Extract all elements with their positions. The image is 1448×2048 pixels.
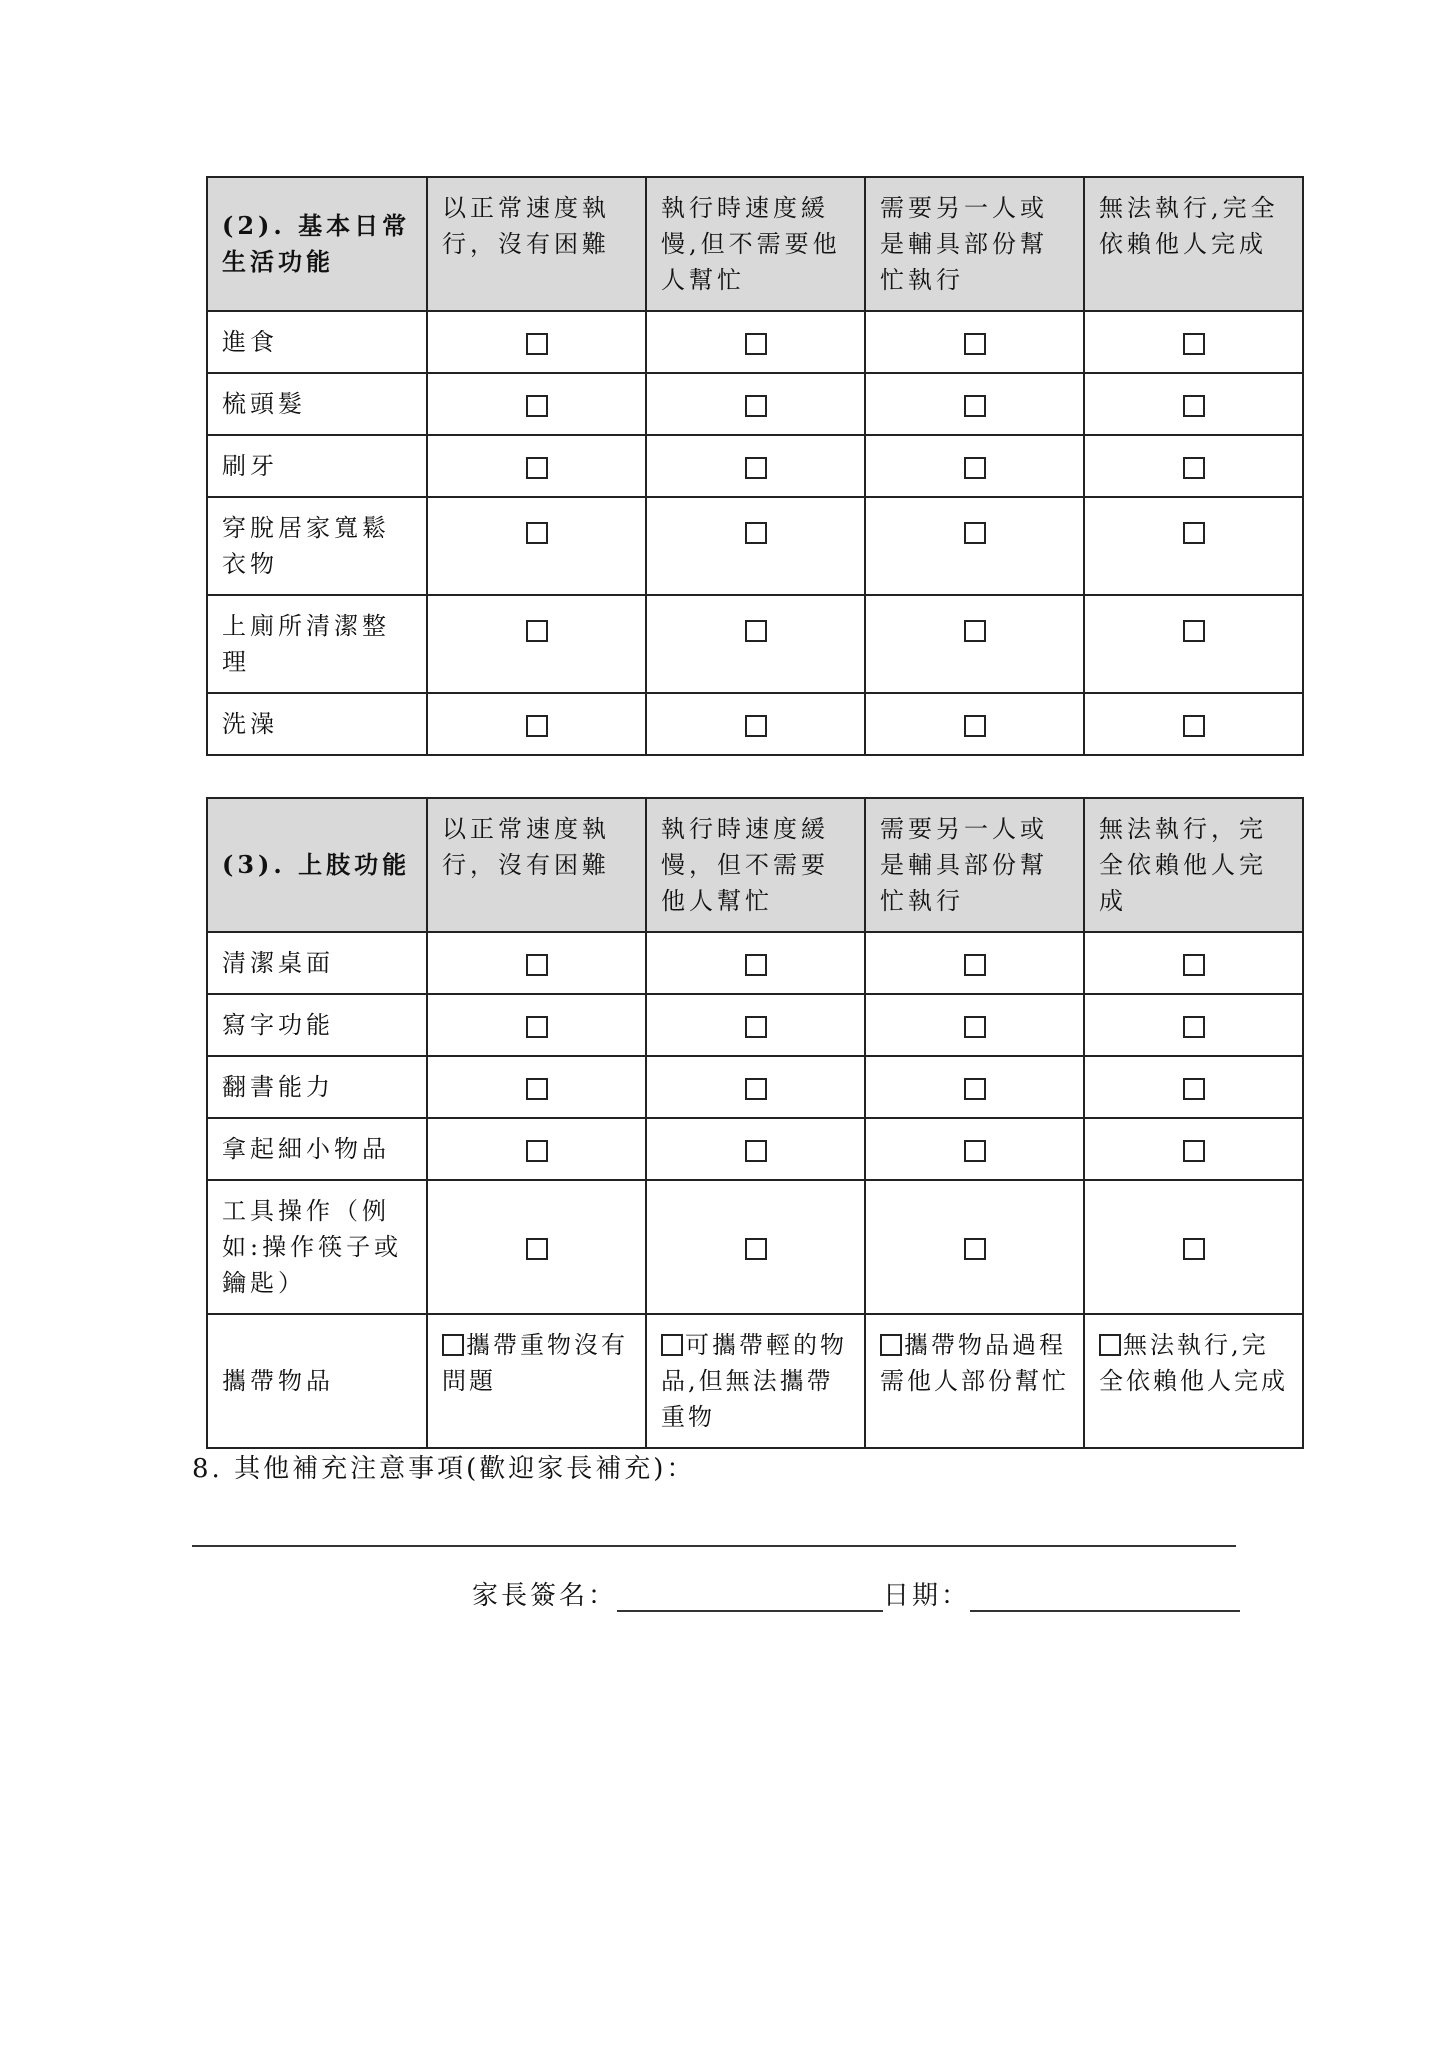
- checkbox[interactable]: [745, 522, 767, 544]
- checkbox[interactable]: [880, 1334, 902, 1356]
- signature-row: [472, 1575, 1240, 1612]
- checkbox[interactable]: [1183, 522, 1205, 544]
- checkbox[interactable]: [1183, 715, 1205, 737]
- row-label-toileting: 上廁所清潔整理: [207, 595, 427, 693]
- checkbox[interactable]: [964, 1016, 986, 1038]
- row-label-small-objects: 拿起細小物品: [207, 1118, 427, 1180]
- checkbox[interactable]: [745, 715, 767, 737]
- checkbox[interactable]: [745, 457, 767, 479]
- row-label-tool-use: 工具操作（例如:操作筷子或鑰匙）: [207, 1180, 427, 1314]
- checkbox[interactable]: [526, 333, 548, 355]
- row-label-carrying: 攜帶物品: [207, 1314, 427, 1448]
- checkbox[interactable]: [964, 1238, 986, 1260]
- col-header-slow: 執行時速度緩慢,但不需要他人幫忙: [646, 177, 865, 311]
- col-header-partial-help: 需要另一人或是輔具部份幫忙執行: [865, 177, 1084, 311]
- checkbox[interactable]: [526, 954, 548, 976]
- checkbox[interactable]: [1183, 395, 1205, 417]
- row-label-page-turning: 翻書能力: [207, 1056, 427, 1118]
- date-field[interactable]: [970, 1580, 1240, 1612]
- checkbox[interactable]: [526, 522, 548, 544]
- checkbox[interactable]: [745, 1078, 767, 1100]
- table1-title: (2). 基本日常生活功能: [207, 177, 427, 311]
- checkbox[interactable]: [745, 954, 767, 976]
- checkbox[interactable]: [1183, 333, 1205, 355]
- table-row: [207, 311, 1303, 373]
- checkbox[interactable]: [745, 1238, 767, 1260]
- table-row: [207, 497, 1303, 595]
- table-row: [207, 1314, 1303, 1448]
- notes-line[interactable]: [192, 1545, 1236, 1547]
- row-label-combing: 梳頭髮: [207, 373, 427, 435]
- checkbox[interactable]: [526, 1016, 548, 1038]
- checkbox[interactable]: [526, 457, 548, 479]
- table-row: [207, 1118, 1303, 1180]
- carry-option-dependent[interactable]: 無法執行,完全依賴他人完成: [1084, 1314, 1303, 1448]
- table-row: [207, 693, 1303, 755]
- checkbox[interactable]: [964, 620, 986, 642]
- row-label-writing: 寫字功能: [207, 994, 427, 1056]
- row-label-eating: 進食: [207, 311, 427, 373]
- checkbox[interactable]: [745, 1016, 767, 1038]
- checkbox[interactable]: [745, 1140, 767, 1162]
- checkbox[interactable]: [745, 333, 767, 355]
- upper-limb-function-table: [206, 797, 1304, 1449]
- table-row: [207, 1180, 1303, 1314]
- table-row: [207, 595, 1303, 693]
- checkbox[interactable]: [526, 395, 548, 417]
- table-row: [207, 1056, 1303, 1118]
- checkbox[interactable]: [745, 395, 767, 417]
- checkbox[interactable]: [526, 1078, 548, 1100]
- parent-signature-label: 家長簽名：: [472, 1581, 618, 1611]
- checkbox[interactable]: [526, 715, 548, 737]
- checkbox[interactable]: [526, 1140, 548, 1162]
- table-row: [207, 932, 1303, 994]
- notes-label: 8. 其他補充注意事項(歡迎家長補充)：: [192, 1454, 696, 1484]
- carry-option-heavy[interactable]: 攜帶重物沒有問題: [427, 1314, 646, 1448]
- checkbox[interactable]: [1183, 1016, 1205, 1038]
- table-row: [207, 435, 1303, 497]
- checkbox[interactable]: [964, 715, 986, 737]
- col-header-dependent: 無法執行,完全依賴他人完成: [1084, 177, 1303, 311]
- checkbox[interactable]: [964, 457, 986, 479]
- row-label-cleaning-desk: 清潔桌面: [207, 932, 427, 994]
- checkbox[interactable]: [964, 395, 986, 417]
- checkbox[interactable]: [1183, 1238, 1205, 1260]
- col-header-slow: 執行時速度緩慢，但不需要他人幫忙: [646, 798, 865, 932]
- date-label: 日期：: [883, 1581, 971, 1611]
- row-label-dressing: 穿脫居家寬鬆衣物: [207, 497, 427, 595]
- carry-option-light[interactable]: 可攜帶輕的物品,但無法攜帶重物: [646, 1314, 865, 1448]
- checkbox[interactable]: [964, 1140, 986, 1162]
- col-header-normal: 以正常速度執行，沒有困難: [427, 798, 646, 932]
- checkbox[interactable]: [1183, 1140, 1205, 1162]
- checkbox[interactable]: [1099, 1334, 1121, 1356]
- carry-option-partial-help[interactable]: 攜帶物品過程需他人部份幫忙: [865, 1314, 1084, 1448]
- checkbox[interactable]: [964, 333, 986, 355]
- row-label-bathing: 洗澡: [207, 693, 427, 755]
- row-label-brushing: 刷牙: [207, 435, 427, 497]
- checkbox[interactable]: [1183, 620, 1205, 642]
- col-header-partial-help: 需要另一人或是輔具部份幫忙執行: [865, 798, 1084, 932]
- table-row: [207, 373, 1303, 435]
- checkbox[interactable]: [526, 1238, 548, 1260]
- checkbox[interactable]: [964, 522, 986, 544]
- checkbox[interactable]: [1183, 1078, 1205, 1100]
- col-header-dependent: 無法執行，完全依賴他人完成: [1084, 798, 1303, 932]
- basic-daily-living-table: [206, 176, 1304, 756]
- table2-title: (3). 上肢功能: [207, 798, 427, 932]
- checkbox[interactable]: [745, 620, 767, 642]
- checkbox[interactable]: [964, 954, 986, 976]
- parent-signature-field[interactable]: [617, 1580, 883, 1612]
- checkbox[interactable]: [1183, 457, 1205, 479]
- col-header-normal: 以正常速度執行，沒有困難: [427, 177, 646, 311]
- checkbox[interactable]: [526, 620, 548, 642]
- checkbox[interactable]: [442, 1334, 464, 1356]
- checkbox[interactable]: [964, 1078, 986, 1100]
- table-row: [207, 994, 1303, 1056]
- checkbox[interactable]: [1183, 954, 1205, 976]
- checkbox[interactable]: [661, 1334, 683, 1356]
